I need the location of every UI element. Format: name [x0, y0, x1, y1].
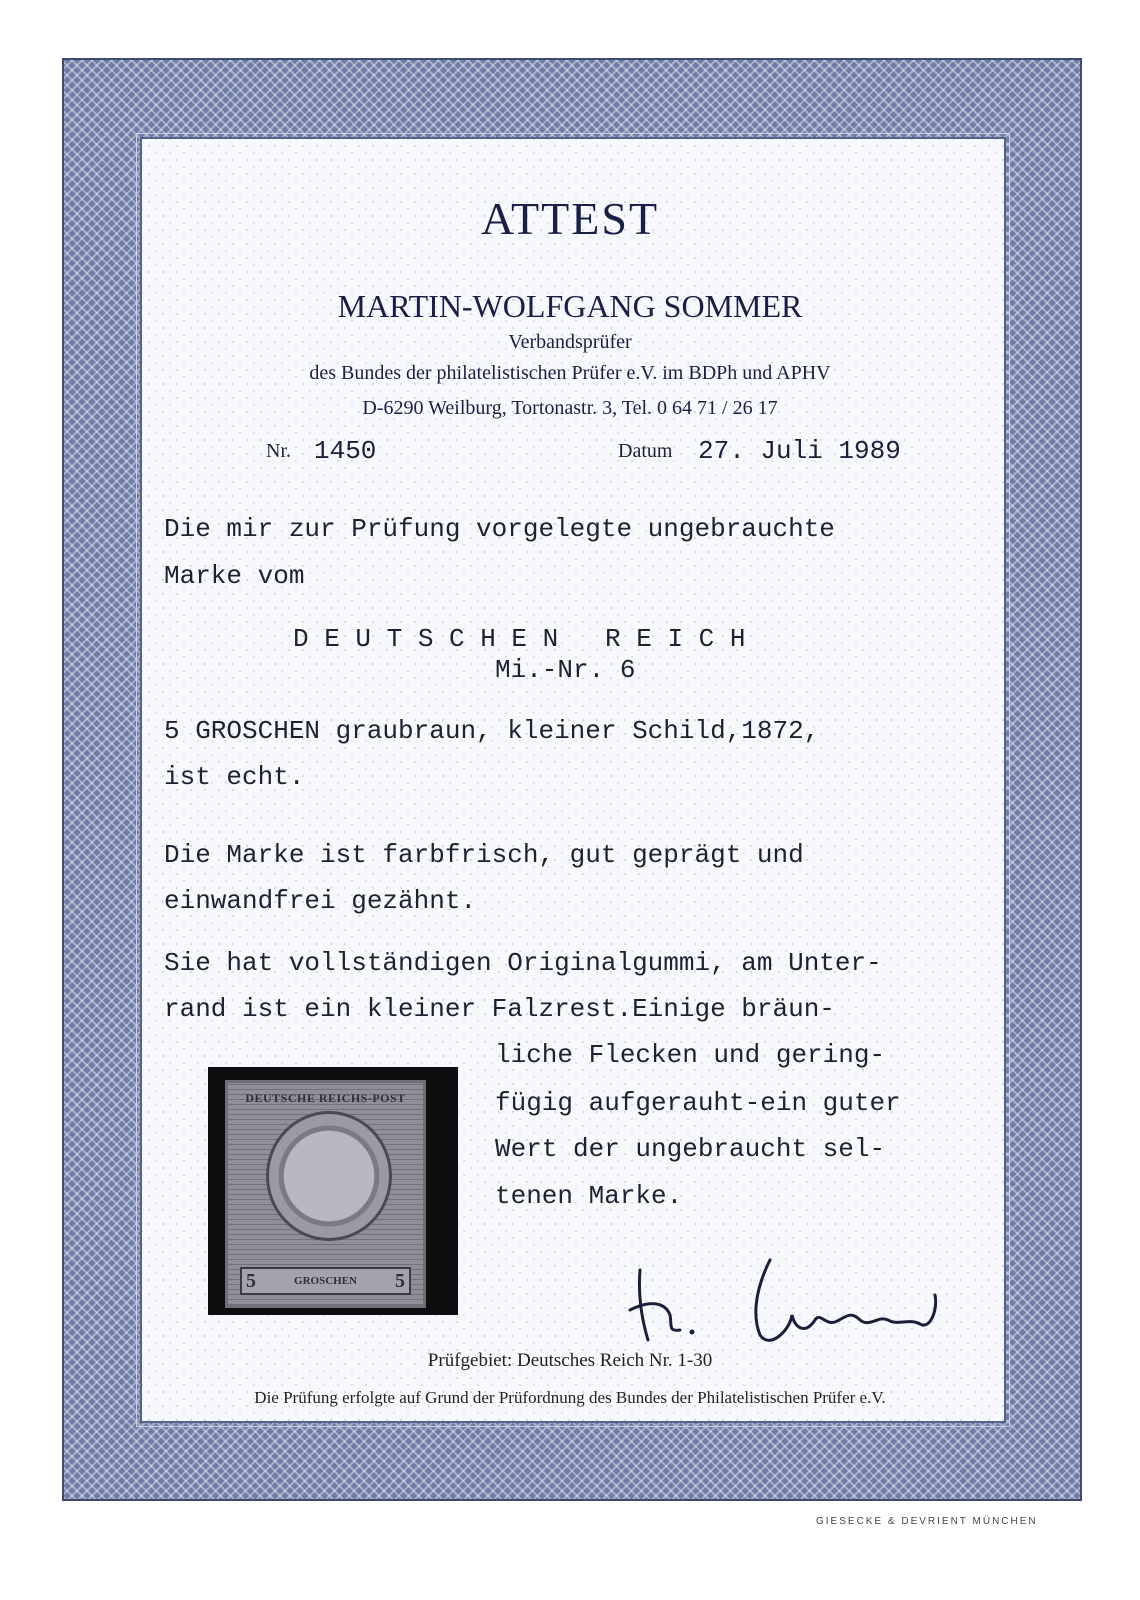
stamp-description-line-2: ist echt. — [164, 762, 305, 792]
certificate-title: ATTEST — [480, 193, 660, 244]
stamp-value-tablet — [240, 1267, 411, 1295]
stamp-image — [228, 1083, 423, 1305]
gum-line-2: rand ist ein kleiner Falzrest.Einige bräun- — [164, 994, 835, 1024]
gum-line-6: tenen Marke. — [495, 1181, 683, 1211]
stamp-value-word: GROSCHEN — [294, 1275, 357, 1287]
printer-imprint: GIESECKE & DEVRIENT MÜNCHEN — [816, 1516, 1038, 1527]
examination-basis: Die Prüfung erfolgte auf Grund der Prüfordnung des Bundes der Philatelistischen Prüfer e.V. — [254, 1388, 886, 1407]
certificate-number: 1450 — [314, 436, 377, 466]
date-label: Datum — [618, 440, 673, 462]
stamp-inscription: DEUTSCHE REICHS-POST — [245, 1091, 406, 1105]
examination-scope: Prüfgebiet: Deutsches Reich Nr. 1-30 — [427, 1350, 713, 1371]
stamp-description-line-1: 5 GROSCHEN graubraun, kleiner Schild,1872, — [164, 716, 820, 746]
certificate-number-label: Nr. — [266, 440, 291, 462]
certificate-date: 27. Juli 1989 — [698, 436, 901, 466]
condition-line-1: Die Marke ist farbfrisch, gut geprägt und — [164, 840, 804, 870]
stamp-country: D E U T S C H E N R E I C H — [293, 624, 746, 654]
stamp-value-left: 5 — [246, 1269, 256, 1292]
examiner-name: MARTIN-WOLFGANG SOMMER — [337, 288, 803, 324]
examiner-association: des Bundes der philatelistischen Prüfer e.V. im BDPh und APHV — [309, 362, 831, 384]
stamp-value-right: 5 — [395, 1269, 405, 1292]
eagle-seal-icon — [266, 1111, 392, 1241]
catalog-number: Mi.-Nr. 6 — [495, 655, 636, 685]
intro-line-1: Die mir zur Prüfung vorgelegte ungebrauchte — [164, 514, 835, 544]
condition-line-2: einwandfrei gezähnt. — [164, 886, 477, 916]
examiner-address: D-6290 Weilburg, Tortonastr. 3, Tel. 0 64 71 / 26 17 — [362, 397, 778, 419]
gum-line-4: fügig aufgerauht-ein guter — [495, 1088, 901, 1118]
examiner-role: Verbandsprüfer — [508, 331, 632, 353]
gum-line-3: liche Flecken und gering- — [495, 1040, 886, 1070]
intro-line-2: Marke vom — [164, 561, 305, 591]
examiner-signature — [620, 1240, 960, 1360]
gum-line-1: Sie hat vollständigen Originalgummi, am Unter- — [164, 948, 882, 978]
gum-line-5: Wert der ungebraucht sel- — [495, 1134, 886, 1164]
